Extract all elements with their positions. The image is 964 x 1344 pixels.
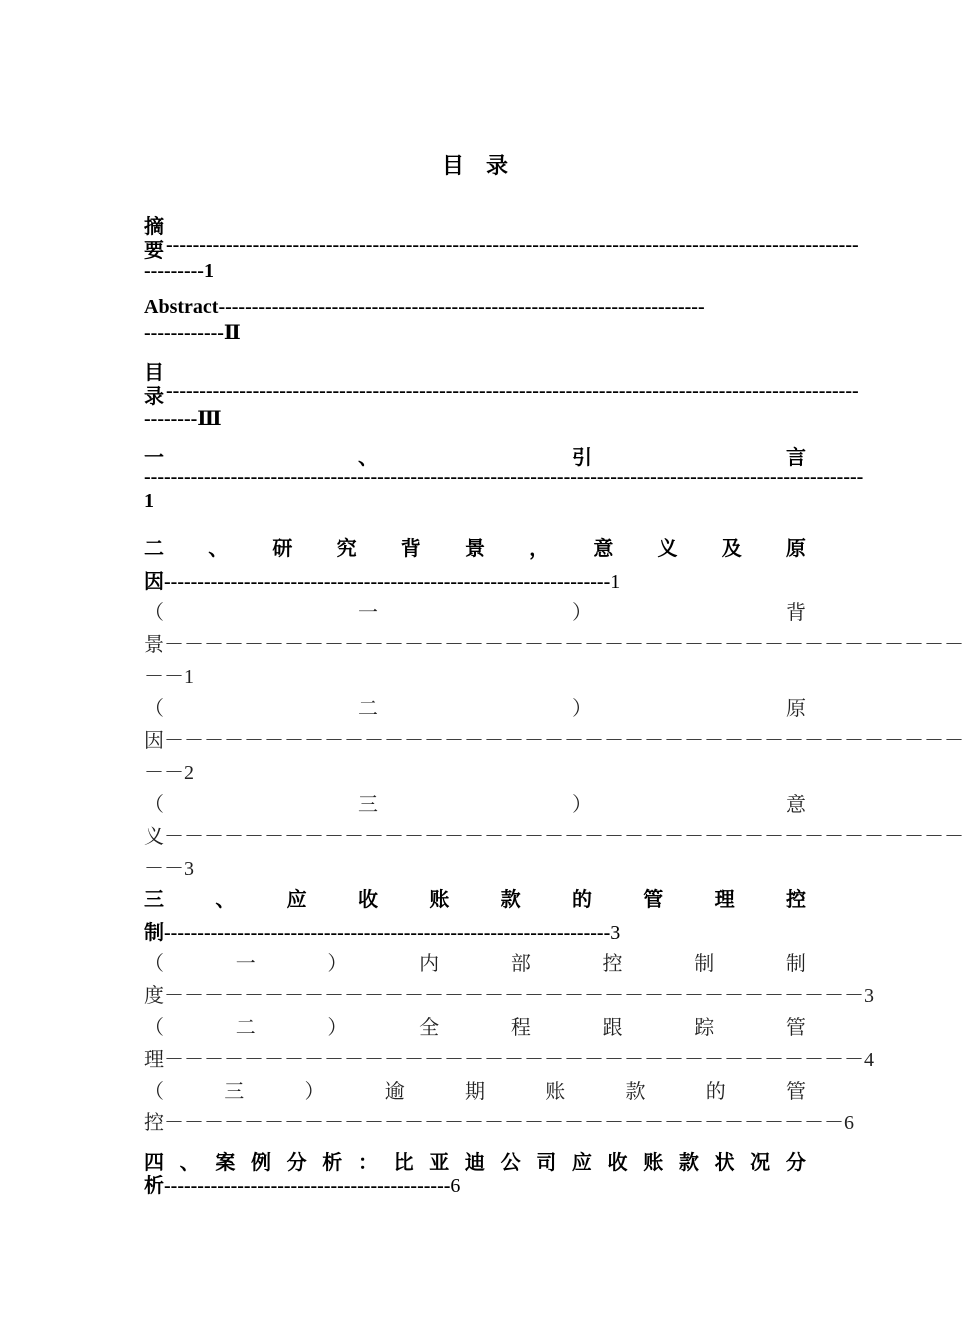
toc-char: 例 <box>250 1152 271 1174</box>
toc-char: ， <box>529 538 550 560</box>
toc-ch2-1-leader: 景－－－－－－－－－－－－－－－－－－－－－－－－－－－－－－－－－－－－－－－－ <box>144 634 964 656</box>
toc-char: 分 <box>286 1152 307 1174</box>
toc-ch3-3-page[interactable]: 控－－－－－－－－－－－－－－－－－－－－－－－－－－－－－－－－－－6 <box>144 1112 854 1134</box>
toc-ch3-page[interactable]: 制-------------------------------------------------------------------3 <box>144 922 621 944</box>
toc-char: 部 <box>510 953 531 975</box>
toc-char: 三 <box>144 889 164 911</box>
toc-char: 景 <box>464 538 485 560</box>
toc-char: 管 <box>785 1017 806 1039</box>
toc-char: 公 <box>500 1152 521 1174</box>
toc-char: （ <box>144 698 164 720</box>
toc-ch3-1-heading[interactable] <box>144 947 806 976</box>
toc-char: 一 <box>144 447 164 469</box>
toc-char: 内 <box>419 953 440 975</box>
toc-char: 跟 <box>602 1017 623 1039</box>
toc-char: 的 <box>571 889 592 911</box>
toc-char: 款 <box>678 1152 699 1174</box>
toc-ch3-2-heading[interactable] <box>144 1011 806 1040</box>
toc-ch3-3-heading[interactable] <box>144 1075 806 1104</box>
toc-ch2-2-leader: 因－－－－－－－－－－－－－－－－－－－－－－－－－－－－－－－－－－－－－－－－ <box>144 730 964 752</box>
toc-char: 期 <box>465 1081 485 1103</box>
toc-char: 理 <box>714 889 735 911</box>
toc-char: 析 <box>322 1152 343 1174</box>
toc-ch1-page[interactable]: 1 <box>144 490 154 512</box>
toc-char: 引 <box>572 447 592 469</box>
toc-ch3-1-page[interactable]: 度－－－－－－－－－－－－－－－－－－－－－－－－－－－－－－－－－－－3 <box>144 985 874 1007</box>
toc-char: 应 <box>286 889 307 911</box>
toc-char: 踪 <box>694 1017 715 1039</box>
toc-abstract-en-page[interactable]: ------------Ⅱ <box>144 322 241 344</box>
toc-char: （ <box>144 794 164 816</box>
toc-ch2-page[interactable]: 因-------------------------------------------------------------------1 <box>144 571 621 593</box>
toc-char: 的 <box>705 1081 726 1103</box>
toc-char: 分 <box>785 1152 806 1174</box>
toc-char: 制 <box>694 953 715 975</box>
toc-ch2-2-heading[interactable] <box>144 692 806 721</box>
toc-char: 背 <box>786 602 806 624</box>
toc-ch3-heading[interactable] <box>144 883 806 912</box>
toc-leader: -------------------------------------------------------------------------------------------------------- <box>166 234 859 256</box>
toc-ch2-3-leader: 义－－－－－－－－－－－－－－－－－－－－－－－－－－－－－－－－－－－－－－－－ <box>144 826 964 848</box>
toc-abstract-cn-char2: 要 <box>144 240 164 262</box>
toc-char: 迪 <box>464 1152 485 1174</box>
toc-char: 意 <box>786 794 806 816</box>
toc-char: 原 <box>785 538 806 560</box>
toc-char: 司 <box>536 1152 557 1174</box>
toc-ch2-3-page[interactable]: －－3 <box>144 858 194 880</box>
toc-char: 、 <box>179 1152 200 1174</box>
toc-leader: -------------------------------------------------------------------------------------------------------- <box>166 380 859 402</box>
toc-char: ： <box>357 1152 378 1174</box>
toc-char: 言 <box>786 447 806 469</box>
toc-char: 、 <box>208 538 229 560</box>
toc-char: 二 <box>144 538 164 560</box>
toc-char: 控 <box>785 889 806 911</box>
toc-char: 管 <box>786 1081 806 1103</box>
toc-char: （ <box>144 953 164 975</box>
toc-contents-char2: 录 <box>144 386 164 408</box>
toc-ch3-2-page[interactable]: 理－－－－－－－－－－－－－－－－－－－－－－－－－－－－－－－－－－－4 <box>144 1049 874 1071</box>
toc-ch2-heading[interactable] <box>144 532 806 561</box>
toc-char: 账 <box>429 889 450 911</box>
toc-char: ） <box>572 602 592 624</box>
toc-char: 账 <box>643 1152 664 1174</box>
toc-contents-page[interactable]: --------Ⅲ <box>144 408 222 430</box>
toc-char: （ <box>144 602 164 624</box>
toc-char: 收 <box>357 889 378 911</box>
toc-char: 三 <box>224 1081 245 1103</box>
toc-char: 控 <box>602 953 623 975</box>
toc-ch2-1-page[interactable]: －－1 <box>144 666 194 688</box>
toc-abstract-cn-page[interactable]: ---------1 <box>144 260 214 282</box>
toc-char: （ <box>144 1017 164 1039</box>
toc-contents-char1: 目 <box>144 362 164 384</box>
toc-char: 究 <box>336 538 357 560</box>
toc-char: 三 <box>358 794 378 816</box>
toc-char: 研 <box>272 538 293 560</box>
toc-char: 一 <box>358 602 378 624</box>
toc-char: 四 <box>144 1152 164 1174</box>
toc-ch2-2-page[interactable]: －－2 <box>144 762 194 784</box>
toc-char: 一 <box>235 953 256 975</box>
page-title: 目录 <box>441 153 530 178</box>
toc-char: 背 <box>400 538 421 560</box>
toc-char: 及 <box>721 538 742 560</box>
toc-char: 管 <box>643 889 664 911</box>
toc-char: ） <box>304 1081 325 1103</box>
toc-char: 程 <box>510 1017 531 1039</box>
toc-char: 款 <box>500 889 521 911</box>
toc-abstract-en[interactable]: Abstract------------------------------------------------------------------------- <box>144 296 705 318</box>
toc-leader: ------------------------------------------------------------------------------------------------------------ <box>144 466 864 488</box>
toc-char: ） <box>572 698 592 720</box>
toc-char: 案 <box>215 1152 236 1174</box>
toc-char: 状 <box>714 1152 735 1174</box>
toc-char: 二 <box>358 698 378 720</box>
toc-char: ） <box>327 1017 348 1039</box>
toc-char: 款 <box>625 1081 646 1103</box>
toc-char: 义 <box>657 538 678 560</box>
toc-char: ） <box>572 794 592 816</box>
toc-char: （ <box>144 1081 164 1103</box>
toc-ch2-1-heading[interactable] <box>144 596 806 625</box>
toc-char: 原 <box>786 698 806 720</box>
toc-char: 二 <box>235 1017 256 1039</box>
toc-char: 亚 <box>429 1152 450 1174</box>
toc-char: ） <box>327 953 348 975</box>
toc-char: 应 <box>571 1152 592 1174</box>
toc-abstract-cn-char1: 摘 <box>144 216 164 238</box>
toc-char: 账 <box>545 1081 566 1103</box>
toc-char: 制 <box>785 953 806 975</box>
toc-char: 比 <box>393 1152 414 1174</box>
toc-char: 收 <box>607 1152 628 1174</box>
toc-char: 、 <box>358 447 378 469</box>
toc-ch2-3-heading[interactable] <box>144 788 806 817</box>
toc-char: 、 <box>215 889 236 911</box>
toc-char: 全 <box>419 1017 440 1039</box>
toc-char: 意 <box>593 538 614 560</box>
toc-ch4-page[interactable]: 析-------------------------------------------6 <box>144 1175 461 1197</box>
toc-char: 逾 <box>384 1081 405 1103</box>
toc-char: 况 <box>750 1152 771 1174</box>
